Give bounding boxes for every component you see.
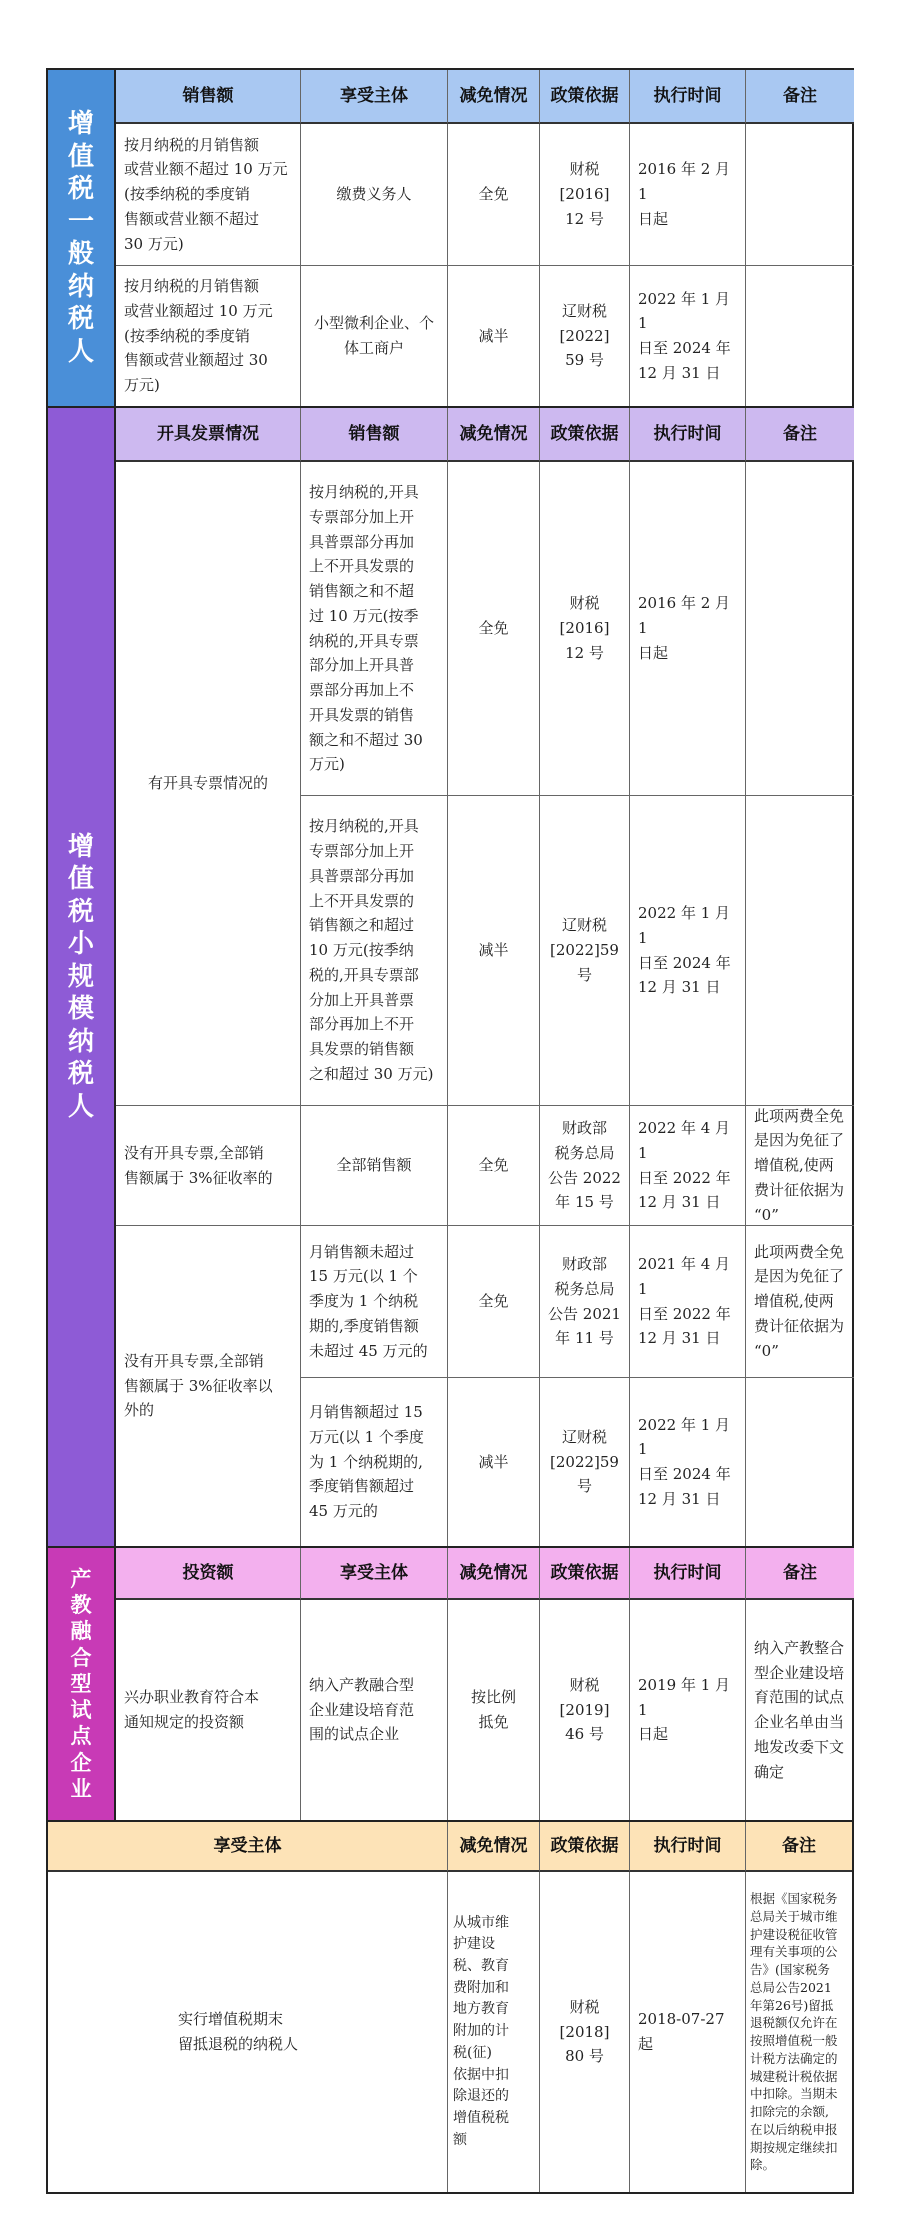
- side-label-general-taxpayer: 增 值 税 一 般 纳 税 人: [48, 70, 116, 406]
- cell-time: 2018-07-27 起: [630, 1872, 746, 2192]
- cell-relief: 从城市维 护建设 税、教育 费附加和 地方教育 附加的计 税(征) 依据中扣 除退还的 增值税税 额: [448, 1872, 540, 2192]
- cell-note: [746, 1378, 854, 1546]
- section-general-taxpayer: [46, 68, 854, 408]
- table-refund: [48, 1822, 852, 2192]
- cell-relief: 全免: [448, 1106, 540, 1226]
- cell-sales: 按月纳税的,开具 专票部分加上开 具普票部分再加 上不开具发票的 销售额之和超过 10 万元(按季纳 税的,开具专票部 分加上开具普票 部分再加上不开 具发票的销售额 之和超过 30 万元): [301, 796, 448, 1106]
- header-subject: 享受主体: [48, 1822, 448, 1872]
- cell-subject: 实行增值税期末 留抵退税的纳税人: [48, 1872, 448, 2192]
- cell-sales: 月销售额未超过 15 万元(以 1 个 季度为 1 个纳税 期的,季度销售额 未超过 45 万元的: [301, 1226, 448, 1378]
- cell-time: 2022 年 4 月 1 日至 2022 年 12 月 31 日: [630, 1106, 746, 1226]
- cell-amount: 兴办职业教育符合本 通知规定的投资额: [116, 1600, 301, 1820]
- cell-time: 2016 年 2 月 1 日起: [630, 124, 746, 266]
- cell-note: 根据《国家税务 总局关于城市维 护建设税征收管 理有关事项的公 告》(国家税务 总局公告2021 年第26号)留抵 退税额仅允许在 按照增值税一般 计税方法确定的 城建税计税依据 中扣除。当期未 扣除完的余额, 在以后纳税申报 期按规定继续扣 除。: [750, 1891, 838, 2173]
- cell-note: 此项两费全免 是因为免征了 增值税,使两 费计征依据为 “0”: [746, 1226, 854, 1378]
- cell-note: 此项两费全免 是因为免征了 增值税,使两 费计征依据为 “0”: [746, 1106, 854, 1226]
- header-note: 备注: [746, 1822, 852, 1872]
- header-basis: 政策依据: [540, 1822, 630, 1872]
- cell-basis: 财税 [2016] 12 号: [540, 462, 630, 796]
- cell-note: 纳入产教整合 型企业建设培 育范围的试点 企业名单由当 地发改委下文 确定: [754, 1638, 845, 1781]
- header-basis: 政策依据: [540, 1548, 630, 1600]
- section-small-taxpayer: [46, 406, 854, 1548]
- header-subject: 享受主体: [301, 70, 448, 124]
- cell-basis: 辽财税 [2022]59 号: [540, 1378, 630, 1546]
- cell-sales: 按月纳税的,开具 专票部分加上开 具普票部分再加 上不开具发票的 销售额之和不超 过 10 万元(按季 纳税的,开具专票 部分加上开具普 票部分再加上不 开具发票的销售 额之和不超过 30 万元): [301, 462, 448, 796]
- cell-basis: 辽财税 [2022]59 号: [540, 796, 630, 1106]
- cell-sales: 按月纳税的月销售额 或营业额不超过 10 万元 (按季纳税的季度销 售额或营业额不超过 30 万元): [116, 124, 301, 266]
- cell-basis: 财税 [2018] 80 号: [540, 1872, 630, 2192]
- cell-relief: 减半: [448, 796, 540, 1106]
- header-basis: 政策依据: [540, 70, 630, 124]
- header-invoice: 开具发票情况: [116, 408, 301, 462]
- cell-time: 2022 年 1 月 1 日至 2024 年 12 月 31 日: [630, 796, 746, 1106]
- cell-relief: 按比例 抵免: [448, 1600, 540, 1820]
- cell-basis: 财税 [2019] 46 号: [540, 1600, 630, 1820]
- cell-time: 2016 年 2 月 1 日起: [630, 462, 746, 796]
- header-time: 执行时间: [630, 70, 746, 124]
- cell-sales: 月销售额超过 15 万元(以 1 个季度 为 1 个纳税期的, 季度销售额超过 45 万元的: [301, 1378, 448, 1546]
- cell-sales: 全部销售额: [301, 1106, 448, 1226]
- cell-subject: 缴费义务人: [301, 124, 448, 266]
- header-sales: 销售额: [116, 70, 301, 124]
- table-small-taxpayer: [116, 408, 852, 1546]
- cell-time: 2022 年 1 月 1 日至 2024 年 12 月 31 日: [630, 266, 746, 406]
- cell-relief: 全免: [448, 462, 540, 796]
- header-note: 备注: [746, 70, 854, 124]
- table-edu-pilot: [116, 1548, 852, 1820]
- header-note: 备注: [746, 408, 854, 462]
- header-time: 执行时间: [630, 1548, 746, 1600]
- cell-note: [746, 266, 854, 406]
- cell-basis: 辽财税 [2022] 59 号: [540, 266, 630, 406]
- cell-invoice-group: 没有开具专票,全部销 售额属于 3%征收率以 外的: [116, 1226, 301, 1546]
- cell-invoice: 没有开具专票,全部销 售额属于 3%征收率的: [116, 1106, 301, 1226]
- section-edu-pilot: [46, 1546, 854, 1822]
- header-relief: 减免情况: [448, 1822, 540, 1872]
- cell-basis: 财政部 税务总局 公告 2022 年 15 号: [540, 1106, 630, 1226]
- side-label-small-taxpayer: 增 值 税 小 规 模 纳 税 人: [48, 408, 116, 1546]
- cell-relief: 减半: [448, 1378, 540, 1546]
- cell-note: [746, 124, 854, 266]
- header-basis: 政策依据: [540, 408, 630, 462]
- cell-time: 2021 年 4 月 1 日至 2022 年 12 月 31 日: [630, 1226, 746, 1378]
- cell-basis: 财政部 税务总局 公告 2021 年 11 号: [540, 1226, 630, 1378]
- header-relief: 减免情况: [448, 1548, 540, 1600]
- cell-relief: 减半: [448, 266, 540, 406]
- cell-time: 2019 年 1 月 1 日起: [630, 1600, 746, 1820]
- cell-note: [746, 462, 854, 796]
- header-subject: 享受主体: [301, 1548, 448, 1600]
- cell-basis: 财税 [2016] 12 号: [540, 124, 630, 266]
- header-amount: 投资额: [116, 1548, 301, 1600]
- side-label-edu-pilot: 产 教 融 合 型 试 点 企 业: [48, 1548, 116, 1820]
- header-sales: 销售额: [301, 408, 448, 462]
- cell-sales: 按月纳税的月销售额 或营业额超过 10 万元 (按季纳税的季度销 售额或营业额超过 30 万元): [116, 266, 301, 406]
- cell-note: [746, 796, 854, 1106]
- cell-subject: 纳入产教融合型 企业建设培育范 围的试点企业: [301, 1600, 448, 1820]
- header-time: 执行时间: [630, 1822, 746, 1872]
- header-relief: 减免情况: [448, 408, 540, 462]
- table-general-taxpayer: [116, 70, 852, 406]
- cell-relief: 全免: [448, 124, 540, 266]
- cell-relief: 全免: [448, 1226, 540, 1378]
- header-relief: 减免情况: [448, 70, 540, 124]
- section-refund: [46, 1820, 854, 2194]
- cell-subject: 小型微利企业、个 体工商户: [301, 266, 448, 406]
- header-note: 备注: [746, 1548, 854, 1600]
- cell-time: 2022 年 1 月 1 日至 2024 年 12 月 31 日: [630, 1378, 746, 1546]
- cell-invoice-group: 有开具专票情况的: [116, 462, 301, 1106]
- header-time: 执行时间: [630, 408, 746, 462]
